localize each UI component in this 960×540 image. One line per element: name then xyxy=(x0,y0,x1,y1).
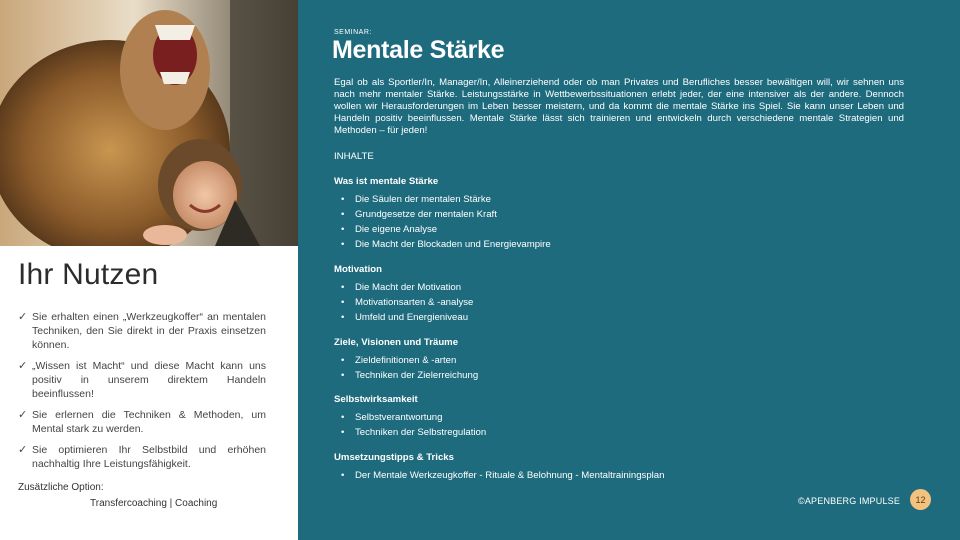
section-title: Umsetzungstipps & Tricks xyxy=(334,452,454,463)
benefit-text: Sie erhalten einen „Werkzeugkoffer“ an mentalen Techniken, den Sie direkt in der Praxis einsetzen können. xyxy=(32,311,266,351)
list-item: • Die Säulen der mentalen Stärke xyxy=(334,192,894,207)
extra-option-label: Zusätzliche Option: xyxy=(18,482,104,493)
benefits-title: Ihr Nutzen xyxy=(18,258,159,291)
list-item xyxy=(18,310,266,352)
check-icon: ✓ xyxy=(18,311,28,323)
benefit-text: Sie erlernen die Techniken & Methoden, um Mental stark zu werden. xyxy=(32,409,266,435)
list-item xyxy=(18,359,266,401)
section-motivation xyxy=(334,264,894,325)
section-title: Motivation xyxy=(334,264,382,275)
seminar-kicker: SEMINAR: xyxy=(334,29,372,36)
list-item: • Techniken der Zielerreichung xyxy=(334,368,894,383)
list-item xyxy=(18,443,266,471)
list-item: • Selbstverantwortung xyxy=(334,410,894,425)
section-title: Ziele, Visionen und Träume xyxy=(334,337,459,348)
check-icon: ✓ xyxy=(18,444,28,456)
check-icon: ✓ xyxy=(18,360,28,372)
benefit-text: Sie optimieren Ihr Selbstbild und erhöhen nachhaltig Ihre Leistungsfähigkeit. xyxy=(32,444,266,470)
check-icon: ✓ xyxy=(18,409,28,421)
contents-heading: INHALTE xyxy=(334,151,374,162)
content-panel xyxy=(298,0,960,540)
copyright-footer: ©APENBERG IMPULSE xyxy=(798,496,901,506)
extra-option-value: Transfercoaching | Coaching xyxy=(90,498,218,509)
list-item: • Motivationsarten & -analyse xyxy=(334,295,894,310)
list-item xyxy=(18,408,266,436)
lion-and-girl-photo xyxy=(0,0,298,246)
list-item: • Die Macht der Motivation xyxy=(334,280,894,295)
list-item: • Die Macht der Blockaden und Energievampire xyxy=(334,237,894,252)
list-item: • Zieldefinitionen & -arten xyxy=(334,353,894,368)
page-number-badge: 12 xyxy=(910,489,931,510)
section-title: Was ist mentale Stärke xyxy=(334,176,439,187)
benefits-list xyxy=(18,310,266,478)
section-self-efficacy xyxy=(334,394,894,440)
list-item: • Die eigene Analyse xyxy=(334,222,894,237)
section-goals xyxy=(334,337,894,383)
page-title: Mentale Stärke xyxy=(332,36,505,64)
list-item: • Der Mentale Werkzeugkoffer - Rituale & Belohnung - Mentaltrainingsplan xyxy=(334,468,894,483)
list-item: • Grundgesetze der mentalen Kraft xyxy=(334,207,894,222)
section-mental-strength xyxy=(334,176,894,252)
intro-paragraph: Egal ob als Sportler/In, Manager/In, Alleinerziehend oder ob man Privates und Berufliches besser bewältigen will, wir sehnen uns nach mehr mentaler Stärke. Leistungsstärke in Wettbewerbssituationen erlebt jeder, der eine intensiver als der andere. Dennoch wollen wir Herausforderungen im Leben besser meistern, und da kommt die mentale Stärke ins Spiel. Sie kann unser Leben und Handeln positiv beeinflussen. Mentale Stärke lässt sich trainieren und entwickeln durch verschiedene mentale Strategien und Methoden – für jeden! xyxy=(334,77,904,136)
list-item: • Umfeld und Energieniveau xyxy=(334,310,894,325)
benefit-text: „Wissen ist Macht“ und diese Macht kann uns positiv in unserem direktem Handeln beeinflussen! xyxy=(32,360,266,400)
section-tips xyxy=(334,452,894,483)
list-item: • Techniken der Selbstregulation xyxy=(334,425,894,440)
section-title: Selbstwirksamkeit xyxy=(334,394,418,405)
